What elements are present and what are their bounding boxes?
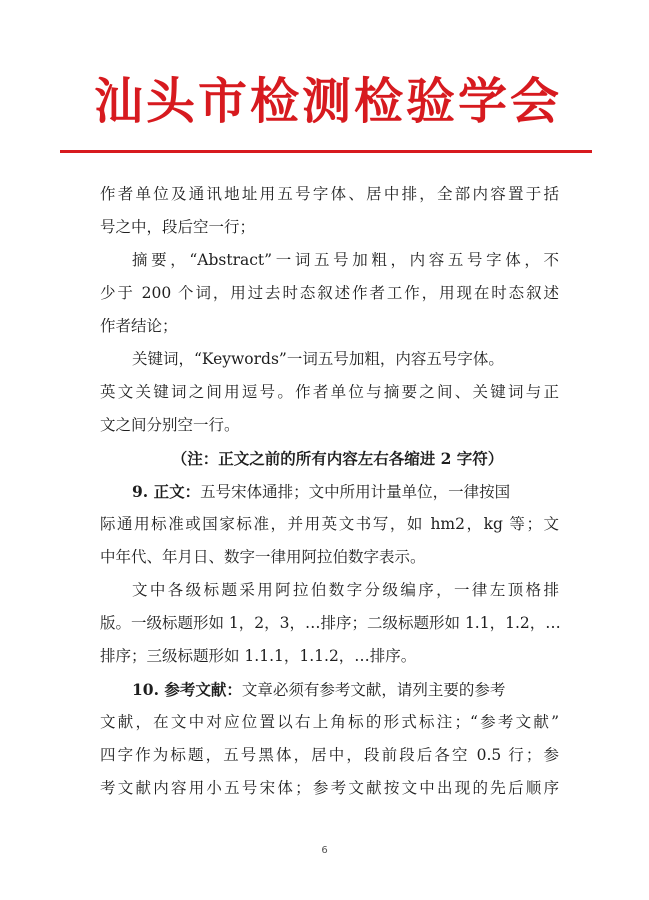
paragraph-line: 文献，在文中对应位置以右上角标的形式标注；“参考文献”: [100, 713, 559, 731]
section-heading: 10. 参考文献：: [132, 680, 242, 699]
paragraph-line: 作者结论；: [100, 317, 178, 335]
paragraph-line: [100, 673, 559, 706]
paragraph-line: [100, 475, 559, 508]
letterhead-title: 汕头市检测检验学会: [93, 73, 562, 130]
paragraph-line: 四字作为标题，五号黑体，居中，段前段后各空 0.5 行；参: [100, 746, 559, 764]
paragraph-line: 排序；三级标题形如 1.1.1，1.1.2，…排序。: [100, 647, 417, 665]
paragraph-line: 际通用标准或国家标准，并用英文书写，如 hm2，kg 等；文: [100, 515, 559, 533]
indent-note: （注：正文之前的所有内容左右各缩进 2 字符）: [171, 449, 504, 468]
document-body: [100, 178, 559, 805]
paragraph-line: 关键词，“Keywords”一词五号加粗，内容五号字体。: [132, 350, 504, 368]
paragraph-line: 摘要，“Abstract”一词五号加粗，内容五号字体，不: [132, 251, 559, 269]
paragraph-line: 文中各级标题采用阿拉伯数字分级编序，一律左顶格排: [132, 581, 559, 599]
paragraph-line: 文之间分别空一行。: [100, 416, 240, 434]
paragraph-line: 英文关键词之间用逗号。作者单位与摘要之间、关键词与正: [100, 383, 559, 401]
section-heading: 9. 正文：: [132, 482, 201, 501]
paragraph-line: 少于 200 个词，用过去时态叙述作者工作，用现在时态叙述: [100, 284, 559, 302]
paragraph-text: 文章必须有参考文献，请列主要的参考: [241, 681, 506, 699]
paragraph-line: 版。一级标题形如 1，2，3，…排序；二级标题形如 1.1，1.2，…: [100, 614, 561, 632]
paragraph-line: 中年代、年月日、数字一律用阿拉伯数字表示。: [100, 548, 426, 566]
paragraph-line: 考文献内容用小五号宋体；参考文献按文中出现的先后顺序: [100, 779, 559, 797]
letterhead-rule: [60, 150, 592, 153]
paragraph-text: 五号宋体通排；文中所用计量单位，一律按国: [200, 483, 511, 501]
page-number: 6: [321, 845, 328, 856]
paragraph-line: 作者单位及通讯地址用五号字体、居中排，全部内容置于括: [100, 185, 559, 203]
paragraph-line: 号之中，段后空一行；: [100, 218, 256, 236]
